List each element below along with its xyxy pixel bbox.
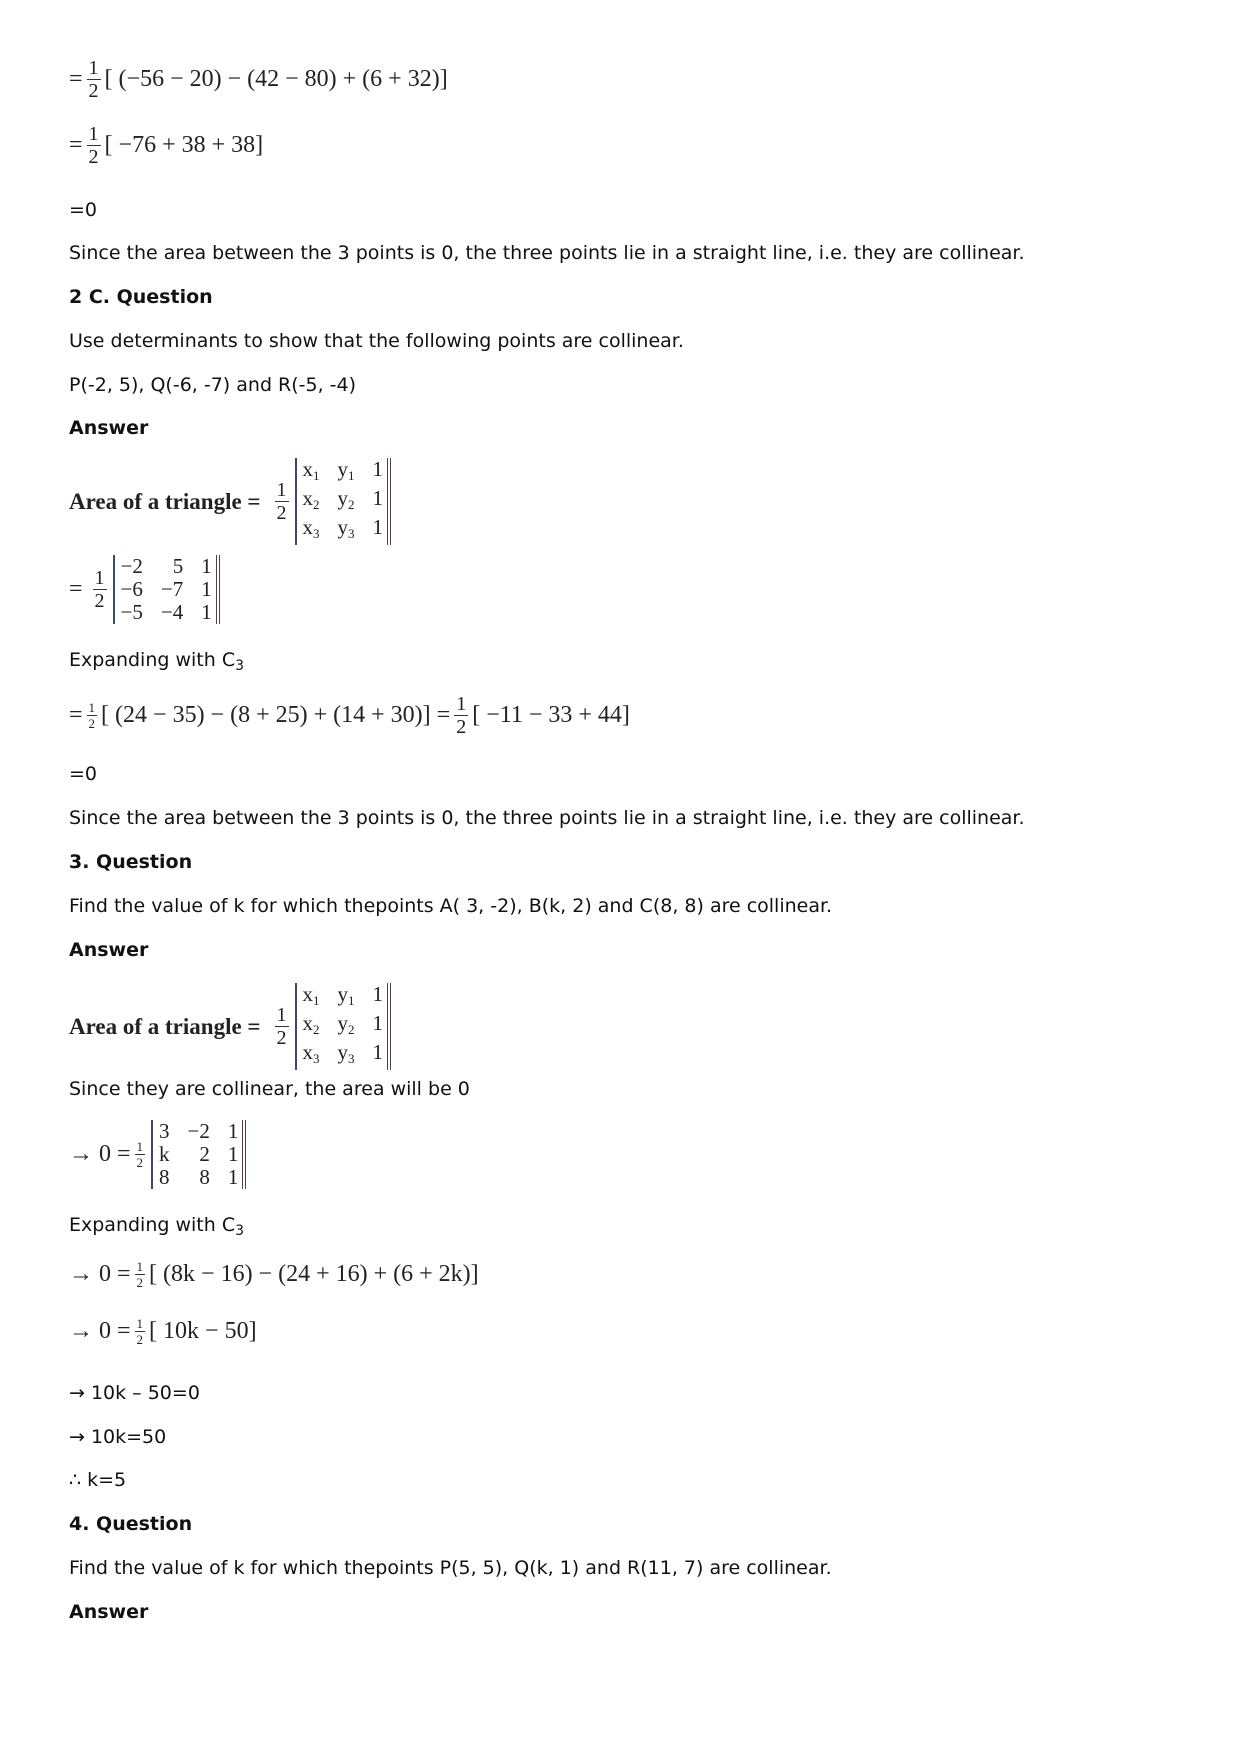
fraction-half: $\frac{1}{2}$ [94, 567, 105, 612]
equation-prev-step1 [69, 58, 448, 101]
formula-label: Area of a triangle = [69, 488, 261, 514]
question-2c-points: P(-2, 5), Q(-6, -7) and R(-5, -4) [69, 374, 357, 396]
question-4-answer-label: Answer [69, 1601, 149, 1623]
expression: [ (−56 − 20) − (42 − 80) + (6 + 32)] [104, 66, 448, 92]
question-2c-heading: 2 C. Question [69, 286, 213, 308]
question-2c-answer-label: Answer [69, 417, 149, 439]
substituted-determinant-3 [69, 1120, 246, 1189]
fraction-half-small: $\frac{1}{2}$ [136, 1316, 144, 1347]
step-5-result: ∴ k=5 [69, 1469, 127, 1491]
area-formula-3 [69, 983, 391, 1070]
fraction-half-small: $\frac{1}{2}$ [136, 1259, 144, 1290]
substituted-determinant-2c [69, 555, 220, 624]
question-4-heading: 4. Question [69, 1513, 193, 1535]
expression: [ −76 + 38 + 38] [104, 132, 264, 158]
fraction-half-small: $\frac{1}{2}$ [88, 700, 96, 731]
arrow-equals: → 0 = [69, 1318, 131, 1344]
determinant-values: −2 5 1 −6 −7 1 −5 −4 1 [113, 555, 220, 624]
formula-label: Area of a triangle = [69, 1013, 261, 1039]
step-4: → 10k=50 [69, 1426, 167, 1448]
result-2c: =0 [69, 763, 98, 785]
determinant-xy: $x_1$ $y_1$ 1 $x_2$ $y_2$ 1 $x_3$ $y_3$ 1 [295, 458, 392, 545]
equals-sign: = [69, 66, 83, 92]
expanding-note-3: Expanding with $C_3$ [69, 1214, 245, 1239]
prev-conclusion: Since the area between the 3 points is 0, the three points lie in a straight line, i.e. they are collinear. [69, 242, 1025, 264]
determinant-values: 3 −2 1 k 2 1 8 8 1 [151, 1120, 246, 1189]
question-3-heading: 3. Question [69, 851, 193, 873]
fraction-half: $\frac{1}{2}$ [276, 479, 287, 524]
question-2c-prompt: Use determinants to show that the following points are collinear. [69, 330, 684, 352]
equals-sign: = [69, 576, 83, 602]
equation-prev-step2 [69, 124, 263, 167]
question-4-prompt: Find the value of k for which thepoints P(5, 5), Q(k, 1) and R(11, 7) are collinear. [69, 1557, 832, 1579]
collinear-note-3: Since they are collinear, the area will be 0 [69, 1078, 470, 1100]
step-3: → 10k – 50=0 [69, 1382, 200, 1404]
prev-result: =0 [69, 199, 98, 221]
expression: [ 10k − 50] [149, 1318, 257, 1344]
determinant-xy: $x_1$ $y_1$ 1 $x_2$ $y_2$ 1 $x_3$ $y_3$ 1 [295, 983, 392, 1070]
question-3-answer-label: Answer [69, 939, 149, 961]
expression: [ (24 − 35) − (8 + 25) + (14 + 30)] = [101, 702, 451, 728]
expansion-3-step1 [69, 1260, 479, 1289]
fraction-half-small: $\frac{1}{2}$ [136, 1139, 144, 1170]
arrow-equals: → 0 = [69, 1141, 131, 1167]
area-formula-2c [69, 458, 391, 545]
fraction-half: $\frac{1}{2}$ [88, 123, 99, 168]
conclusion-2c: Since the area between the 3 points is 0, the three points lie in a straight line, i.e. they are collinear. [69, 807, 1025, 829]
expression: [ (8k − 16) − (24 + 16) + (6 + 2k)] [149, 1261, 479, 1287]
expanding-note-2c: Expanding with $C_3$ [69, 649, 245, 674]
fraction-half: $\frac{1}{2}$ [456, 693, 467, 738]
equals-sign: = [69, 702, 83, 728]
question-3-prompt: Find the value of k for which thepoints A( 3, -2), B(k, 2) and C(8, 8) are collinear. [69, 895, 833, 917]
arrow-equals: → 0 = [69, 1261, 131, 1287]
expansion-3-step2 [69, 1317, 257, 1346]
fraction-half: $\frac{1}{2}$ [88, 57, 99, 102]
equals-sign: = [69, 132, 83, 158]
expansion-2c [69, 694, 630, 737]
expression: [ −11 − 33 + 44] [472, 702, 630, 728]
fraction-half: $\frac{1}{2}$ [276, 1004, 287, 1049]
